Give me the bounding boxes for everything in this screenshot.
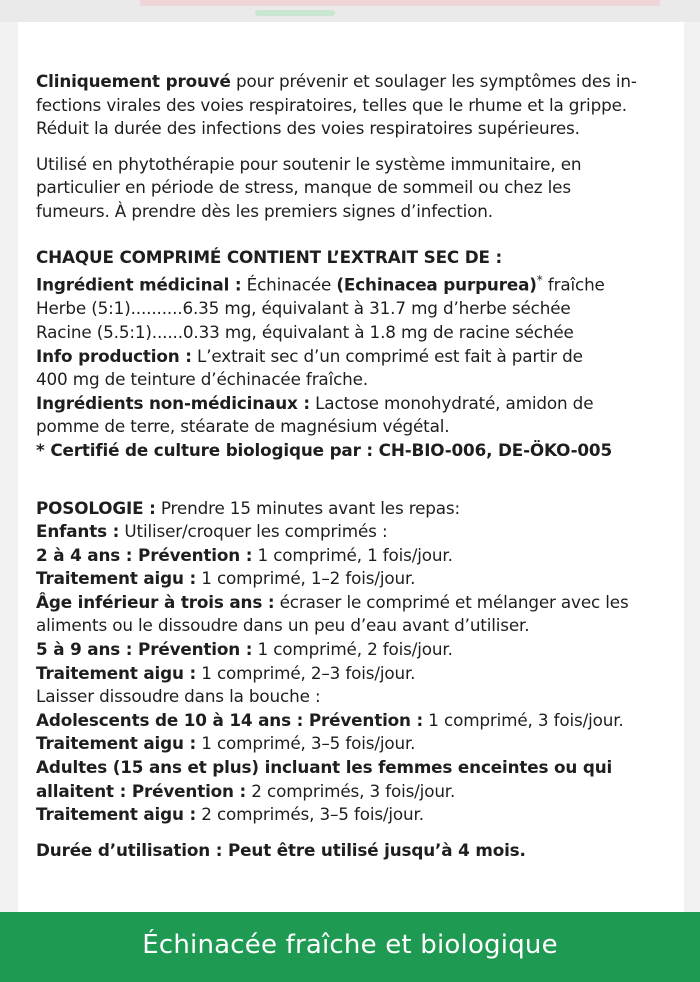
- medicinal-asterisk: *: [536, 273, 543, 288]
- footer-title: Échinacée fraîche et biologique: [142, 930, 558, 960]
- under-three-text: écraser le comprimé et mélanger avec les: [274, 591, 629, 612]
- composition-heading-text: CHAQUE COMPRIMÉ CONTIENT L’EXTRAIT SEC DE :: [36, 246, 503, 267]
- nonmedicinal-label: Ingrédients non-médicinaux :: [36, 392, 310, 413]
- teen-text: 1 comprimé, 3 fois/jour.: [423, 709, 624, 730]
- enfants-line: [36, 520, 676, 544]
- production-info-line-2: 400 mg de teinture d’échinacée fraîche.: [36, 369, 369, 390]
- enfants-label: Enfants :: [36, 521, 120, 542]
- intro-line-1-rest: pour prévenir et soulager les symptômes des in-: [230, 71, 637, 91]
- adults-prevention-text: 2 comprimés, 3 fois/jour.: [246, 780, 456, 801]
- usage-line-2: particulier en période de stress, manque de sommeil ou chez les: [36, 177, 571, 198]
- usage-line-3: fumeurs. À prendre dès les premiers signes d’infection.: [36, 200, 493, 221]
- under-three-label: Âge inférieur à trois ans :: [36, 591, 275, 612]
- age-5-9-prevention: [36, 638, 676, 662]
- adults-line-1: [36, 756, 676, 780]
- medicinal-value-b: fraîche: [542, 274, 605, 295]
- teen-treatment-text: 1 comprimé, 3–5 fois/jour.: [196, 733, 416, 754]
- nonmedicinal-line-1: [36, 392, 676, 416]
- adults-treatment-label: Traitement aigu :: [36, 804, 197, 825]
- intro-line-2: fections virales des voies respiratoires, telles que le rhume et la grippe.: [36, 94, 627, 115]
- racine-line: Racine (5.5:1)......0.33 mg, équivalant à 1.8 mg de racine séchée: [36, 321, 574, 342]
- dissolve-line: Laisser dissoudre dans la bouche :: [36, 686, 321, 707]
- medicinal-latin-name: (Echinacea purpurea): [336, 274, 537, 295]
- certification-text: * Certifié de culture biologique par : CH-BIO-006, DE-ÖKO-005: [36, 439, 612, 460]
- age-2-4-treatment: [36, 567, 676, 591]
- adults-prevention: [36, 780, 676, 804]
- age-5-9-text: 1 comprimé, 2 fois/jour.: [252, 639, 453, 660]
- usage-line-1: Utilisé en phytothérapie pour soutenir le système immunitaire, en: [36, 153, 582, 174]
- medicinal-label: Ingrédient médicinal :: [36, 274, 242, 295]
- adults-treatment: [36, 803, 676, 827]
- teen-treatment-label: Traitement aigu :: [36, 733, 197, 754]
- duration-line: [36, 839, 676, 863]
- age-5-9-treatment-text: 1 comprimé, 2–3 fois/jour.: [196, 662, 416, 683]
- age-5-9-label: 5 à 9 ans : Prévention :: [36, 639, 253, 660]
- composition-heading: [36, 246, 676, 270]
- medicinal-ingredient: [36, 269, 676, 297]
- medicinal-value-a: Échinacée: [241, 274, 337, 295]
- teen-treatment: [36, 732, 676, 756]
- age-5-9-treatment-label: Traitement aigu :: [36, 662, 197, 683]
- age-2-4-prevention: [36, 544, 676, 568]
- duration-text: Durée d’utilisation : Peut être utilisé jusqu’à 4 mois.: [36, 839, 526, 860]
- adults-label: Adultes (15 ans et plus) incluant les femmes enceintes ou qui: [36, 757, 613, 778]
- adults-prevention-label: allaitent : Prévention :: [36, 780, 247, 801]
- intro-line-1: [36, 70, 676, 94]
- age-2-4-treatment-label: Traitement aigu :: [36, 568, 197, 589]
- intro-line-3: Réduit la durée des infections des voies respiratoires supérieures.: [36, 118, 580, 139]
- teen-label: Adolescents de 10 à 14 ans : Prévention :: [36, 709, 424, 730]
- age-2-4-text: 1 comprimé, 1 fois/jour.: [252, 544, 453, 565]
- nonmedicinal-line-2: pomme de terre, stéarate de magnésium végétal.: [36, 416, 450, 437]
- posologie-intro: Prendre 15 minutes avant les repas:: [155, 497, 461, 518]
- top-decoration-pink: [140, 0, 660, 6]
- adults-treatment-text: 2 comprimés, 3–5 fois/jour.: [196, 804, 424, 825]
- posologie-label: POSOLOGIE :: [36, 497, 156, 518]
- teen-prevention: [36, 709, 676, 733]
- posologie-line: [36, 497, 676, 521]
- top-decoration-green: [255, 10, 335, 16]
- age-2-4-label: 2 à 4 ans : Prévention :: [36, 544, 253, 565]
- nonmedicinal-text: Lactose monohydraté, amidon de: [309, 392, 594, 413]
- herbe-line: Herbe (5:1)..........6.35 mg, équivalant à 31.7 mg d’herbe séchée: [36, 298, 571, 319]
- certification-line: [36, 439, 676, 463]
- production-info-text: L’extrait sec d’un comprimé est fait à partir de: [191, 345, 583, 366]
- under-three-line-1: [36, 591, 676, 615]
- top-strip: [0, 0, 700, 22]
- enfants-text: Utiliser/croquer les comprimés :: [119, 521, 388, 542]
- age-2-4-treatment-text: 1 comprimé, 1–2 fois/jour.: [196, 568, 416, 589]
- age-5-9-treatment: [36, 662, 676, 686]
- footer-banner: [0, 912, 700, 982]
- under-three-line-2: aliments ou le dissoudre dans un peu d’eau avant d’utiliser.: [36, 615, 530, 636]
- production-info-line-1: [36, 345, 676, 369]
- label-content: [36, 70, 676, 862]
- production-info-label: Info production :: [36, 345, 192, 366]
- clinically-proven-bold: Cliniquement prouvé: [36, 71, 231, 91]
